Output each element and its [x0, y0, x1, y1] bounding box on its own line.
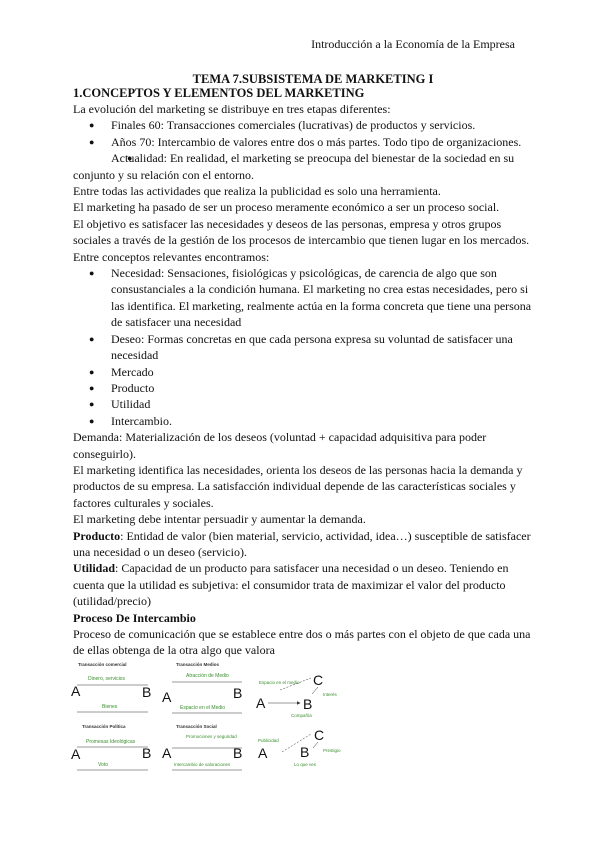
list-item: ● Intercambio.	[73, 413, 533, 429]
stages-list	[73, 117, 533, 183]
paragraph-demanda: Demanda: Materialización de los deseos (voluntad + capacidad adquisitiva para poder conseguirlo).	[73, 430, 487, 461]
letter-a: A	[258, 745, 268, 761]
diagram-title: Transacción Medios	[176, 662, 220, 667]
diagram-political	[71, 724, 151, 770]
diagram-title: Transacción comercial	[78, 662, 127, 667]
producto-label: Producto	[73, 528, 121, 543]
letter-b: B	[300, 744, 310, 760]
paragraph-objetivo: El objetivo es satisfacer las necesidades y deseos de las personas, empresa y otros grupos sociales a través de la gestión de los procesos de intercambio que tienen lugar en los mercados.	[73, 216, 530, 248]
diagram-title: Transacción Social	[176, 724, 217, 729]
paragraph-identifica: El marketing identifica las necesidades, orienta los deseos de las personas hacia la demanda y productos de su empresa. La satisfacción individual depende de las características sociales y factores culturales y sociales.	[73, 462, 523, 510]
list-item: ● Producto	[73, 380, 533, 396]
list-item: ● Necesidad: Sensaciones, fisiológicas y psicológicas, de carencia de algo que son consustanciales a la condición humana. El marketing no crea estas necesidades, pero si las identifica. El marketing, realmente actúa en la forma concreta que tiene una persona de satisfacer una necesidad	[73, 265, 533, 331]
diagram-right-label: Prestigio	[323, 748, 341, 753]
diagram-media	[162, 662, 242, 713]
diagram-arrow	[312, 687, 318, 694]
diagram-left-label: Publicidad	[258, 738, 279, 743]
list-item: ● Años 70: Intercambio de valores entre dos o más partes. Todo tipo de organizaciones.	[73, 134, 533, 150]
diagram-bottom-label: Lo que ves	[294, 762, 317, 767]
paragraph-publicidad: Entre todas las actividades que realiza la publicidad es solo una herramienta.	[73, 184, 441, 199]
diagram-bottom-label: Compañía	[291, 713, 312, 718]
diagram-top-label: Promesas Ideológicas	[86, 739, 136, 745]
exchange-diagrams	[68, 660, 368, 772]
list-item: ● Actualidad: En realidad, el marketing se preocupa del bienestar de la sociedad en su conjunto y su relación con el entorno.	[73, 150, 533, 183]
chapter-title: TEMA 7.SUBSISTEMA DE MARKETING I	[192, 72, 434, 86]
letter-c: C	[314, 727, 325, 743]
letter-a: A	[162, 745, 172, 761]
diagram-top-label: Atracción de Medio	[186, 673, 229, 679]
letter-c: C	[313, 672, 324, 688]
concepts-list	[73, 265, 533, 429]
intercambio-heading: Proceso De Intercambio	[73, 610, 196, 625]
diagram-social	[162, 724, 242, 770]
letter-a: A	[256, 695, 266, 711]
diagram-bottom-label: Voto	[98, 762, 109, 768]
letter-a: A	[71, 746, 81, 762]
letter-b: B	[142, 745, 152, 761]
letter-b: B	[303, 696, 313, 712]
paragraph-conceptos: Entre conceptos relevantes encontramos:	[73, 249, 270, 264]
utilidad-text: : Capacidad de un producto para satisfacer una necesidad o un deseo. Teniendo en cuenta que la utilidad es subjetiva: el consumidor trata de maximizar el valor del producto (utilidad/precio)	[73, 561, 509, 609]
letter-a: A	[162, 689, 172, 705]
diagram-commercial	[71, 662, 151, 712]
running-header: Introducción a la Economía de la Empresa	[311, 37, 515, 51]
diagram-triangle-2	[258, 727, 341, 767]
document-body	[73, 72, 533, 659]
diagram-bottom-label: Intercambio de valoraciones	[174, 762, 231, 767]
letter-b: B	[233, 745, 243, 761]
paragraph-utilidad	[73, 560, 533, 609]
producto-text: : Entidad de valor (bien material, servicio, actividad, idea…) susceptible de satisfacer una necesidad o un deseo (servicio).	[73, 528, 531, 559]
paragraph-intercambio: Proceso de comunicación que se establece entre dos o más partes con el objeto de que cada una de ellas obtenga de la otra algo que valora	[73, 627, 531, 658]
diagram-triangle-1	[256, 672, 338, 718]
intro-paragraph: La evolución del marketing se distribuye en tres etapas diferentes:	[73, 102, 391, 116]
diagram-top-label: Dinero, servicios	[88, 676, 125, 682]
diagram-top-label: Promociones y seguridad	[186, 734, 237, 739]
list-item: ● Mercado	[73, 364, 533, 380]
diagram-title: Transacción Política	[82, 724, 126, 729]
letter-a: A	[71, 683, 81, 699]
list-item: ● Deseo: Formas concretas en que cada persona expresa su voluntad de satisfacer una necesidad	[73, 331, 533, 364]
diagram-bottom-label: Bienes	[102, 704, 118, 710]
paragraph-producto	[73, 528, 533, 561]
paragraph-proceso: El marketing ha pasado de ser un proceso meramente económico a ser un proceso social.	[73, 200, 500, 215]
letter-b: B	[142, 684, 152, 700]
diagram-bottom-label: Espacio en el Medio	[180, 705, 226, 711]
list-item: ● Finales 60: Transacciones comerciales (lucrativas) de productos y servicios.	[73, 117, 533, 133]
paragraph-persuadir: El marketing debe intentar persuadir y aumentar la demanda.	[73, 512, 366, 527]
letter-b: B	[233, 685, 243, 701]
diagram-right-label: Interés	[323, 692, 337, 697]
utilidad-label: Utilidad	[73, 561, 116, 576]
list-item: ● Utilidad	[73, 396, 533, 412]
diagram-left-label: Espacio en el medio	[259, 680, 300, 685]
section-title: 1.CONCEPTOS Y ELEMENTOS DEL MARKETING	[73, 86, 365, 100]
